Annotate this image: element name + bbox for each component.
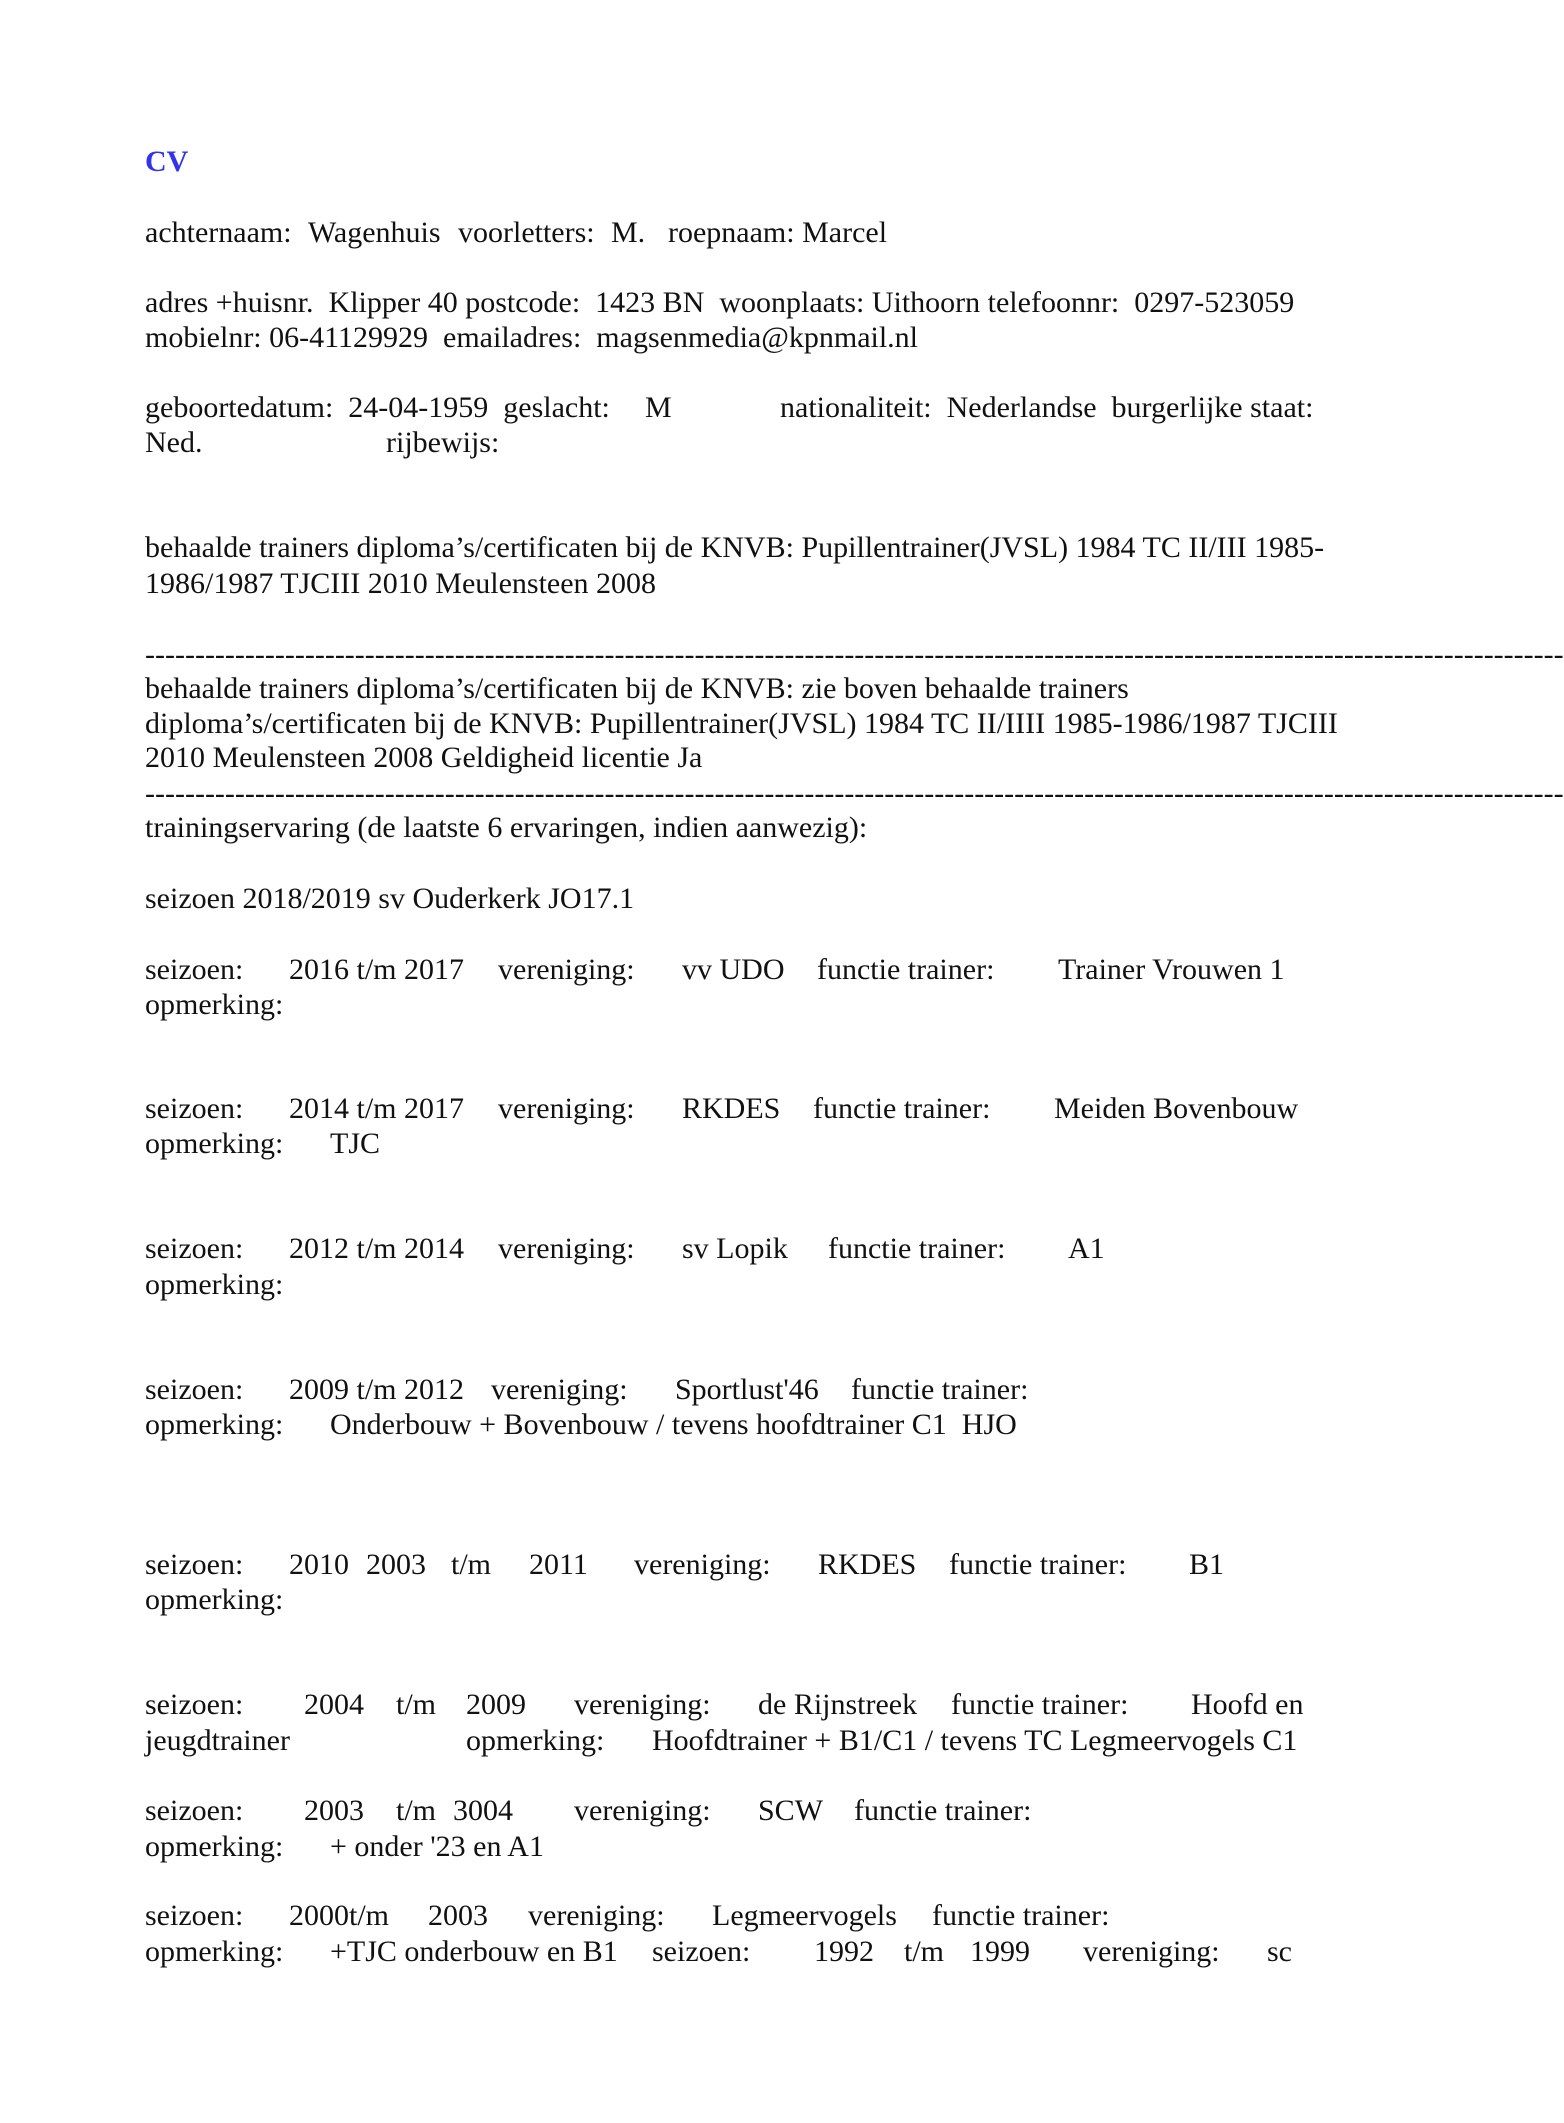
diplomas-line: behaalde trainers diploma’s/certificaten bij de KNVB: Pupillentrainer(JVSL) 1984 TC II/III 1985- [145, 531, 1325, 564]
season-sep: t/m [396, 1794, 437, 1827]
marital-status: Ned. [145, 426, 203, 459]
label-season: seizoen: [145, 1794, 244, 1827]
season-end: 2003 [428, 1899, 488, 1932]
label-remark: opmerking: [145, 1830, 284, 1863]
label-remark: opmerking: [145, 988, 284, 1021]
season: 2012 t/m 2014 [289, 1232, 465, 1265]
club: SCW [758, 1794, 824, 1827]
season-sep: t/m [904, 1935, 945, 1968]
diplomas2-line: diploma’s/certificaten bij de KNVB: Pupillentrainer(JVSL) 1984 TC II/IIII 1985-1986/1987 TJCIII [145, 707, 1338, 740]
season-end: 2009 [466, 1688, 526, 1721]
label-remark: opmerking: [145, 1127, 284, 1160]
season-end: 2011 [529, 1548, 588, 1581]
label-role: functie trainer: [813, 1092, 991, 1125]
label-season: seizoen: [652, 1935, 751, 1968]
label-season: seizoen: [145, 1688, 244, 1721]
label-role: functie trainer: [817, 953, 995, 986]
season: 2016 t/m 2017 [289, 953, 465, 986]
role: B1 [1189, 1548, 1225, 1581]
address-line: adres +huisnr. Klipper 40 postcode: 1423 BN woonplaats: Uithoorn telefoonnr: 0297-523059 [145, 286, 1295, 319]
diplomas-line: 1986/1987 TJCIII 2010 Meulensteen 2008 [145, 567, 657, 600]
gender: M [645, 391, 672, 424]
label-remark: opmerking: [145, 1408, 284, 1441]
remark: Hoofdtrainer + B1/C1 / tevens TC Legmeervogels C1 [652, 1724, 1298, 1757]
season-sep: t/m [451, 1548, 492, 1581]
current-season: seizoen 2018/2019 sv Ouderkerk JO17.1 [145, 882, 635, 915]
label-remark: opmerking: [466, 1724, 605, 1757]
label-club: vereniging: [574, 1794, 711, 1827]
label-season: seizoen: [145, 1548, 244, 1581]
club: sv Lopik [682, 1232, 788, 1265]
season-start: 2004 [304, 1688, 364, 1721]
contact-line: mobielnr: 06-41129929 emailadres: magsenmedia@kpnmail.nl [145, 321, 919, 354]
role: Trainer Vrouwen 1 [1058, 953, 1285, 986]
remark: +TJC onderbouw en B1 [330, 1935, 618, 1968]
initials: M. [611, 216, 646, 249]
birthdate-gender: geboortedatum: 24-04-1959 geslacht: [145, 391, 610, 424]
role: A1 [1068, 1232, 1105, 1265]
club: sc [1267, 1935, 1292, 1968]
label-club: vereniging: [634, 1548, 771, 1581]
season: 2014 t/m 2017 [289, 1092, 465, 1125]
label-role: functie trainer: [949, 1548, 1127, 1581]
label-role: functie trainer: [851, 1373, 1029, 1406]
role: Meiden Bovenbouw [1054, 1092, 1299, 1125]
label-initials: voorletters: [458, 216, 595, 249]
label-club: vereniging: [574, 1688, 711, 1721]
remark: + onder '23 en A1 [330, 1830, 544, 1863]
season-sep: t/m [396, 1688, 437, 1721]
label-remark: opmerking: [145, 1935, 284, 1968]
remark: TJC [330, 1127, 381, 1160]
drivers-license: rijbewijs: [386, 426, 500, 459]
remark: Onderbouw + Bovenbouw / tevens hoofdtrainer C1 HJO [330, 1408, 1017, 1441]
season-end: 3004 [453, 1794, 513, 1827]
season-end: 1999 [970, 1935, 1030, 1968]
label-club: vereniging: [1083, 1935, 1220, 1968]
nationality: nationaliteit: Nederlandse burgerlijke staat: [780, 391, 1314, 424]
label-surname: achternaam: [145, 216, 292, 249]
label-role: functie trainer: [932, 1899, 1110, 1932]
season-start: 2003 [304, 1794, 364, 1827]
season: 2009 t/m 2012 [289, 1373, 465, 1406]
label-club: vereniging: [491, 1373, 628, 1406]
club: Sportlust'46 [675, 1373, 819, 1406]
page-title: CV [145, 145, 189, 178]
diplomas2-line: behaalde trainers diploma’s/certificaten bij de KNVB: zie boven behaalde trainers [145, 672, 1129, 705]
separator: ---------------------------------------------------------------------------------------------------------------------------------------------- [145, 638, 1564, 671]
season-sep: t/m [349, 1899, 390, 1932]
label-club: vereniging: [498, 1232, 635, 1265]
label-remark: opmerking: [145, 1268, 284, 1301]
label-club: vereniging: [498, 1092, 635, 1125]
label-club: vereniging: [498, 953, 635, 986]
club: Legmeervogels [712, 1899, 897, 1932]
club: vv UDO [682, 953, 785, 986]
separator: ---------------------------------------------------------------------------------------------------------------------------------------------- [145, 777, 1564, 810]
season-start: 2000 [289, 1899, 349, 1932]
label-season: seizoen: [145, 1092, 244, 1125]
label-season: seizoen: [145, 1899, 244, 1932]
surname: Wagenhuis [308, 216, 441, 249]
label-club: vereniging: [528, 1899, 665, 1932]
experience-heading: trainingservaring (de laatste 6 ervaringen, indien aanwezig): [145, 811, 868, 844]
label-role: functie trainer: [854, 1794, 1032, 1827]
label-role: functie trainer: [951, 1688, 1129, 1721]
role-continued: jeugdtrainer [145, 1724, 290, 1757]
club: RKDES [682, 1092, 781, 1125]
first-name: roepnaam: Marcel [668, 216, 888, 249]
label-season: seizoen: [145, 1373, 244, 1406]
club: RKDES [818, 1548, 917, 1581]
label-season: seizoen: [145, 953, 244, 986]
season-start: 2010 [289, 1548, 349, 1581]
label-remark: opmerking: [145, 1583, 284, 1616]
season-start-alt: 2003 [366, 1548, 426, 1581]
diplomas2-line: 2010 Meulensteen 2008 Geldigheid licentie Ja [145, 741, 703, 774]
club: de Rijnstreek [758, 1688, 918, 1721]
role: Hoofd en [1191, 1688, 1304, 1721]
label-role: functie trainer: [828, 1232, 1006, 1265]
season-start: 1992 [814, 1935, 874, 1968]
label-season: seizoen: [145, 1232, 244, 1265]
